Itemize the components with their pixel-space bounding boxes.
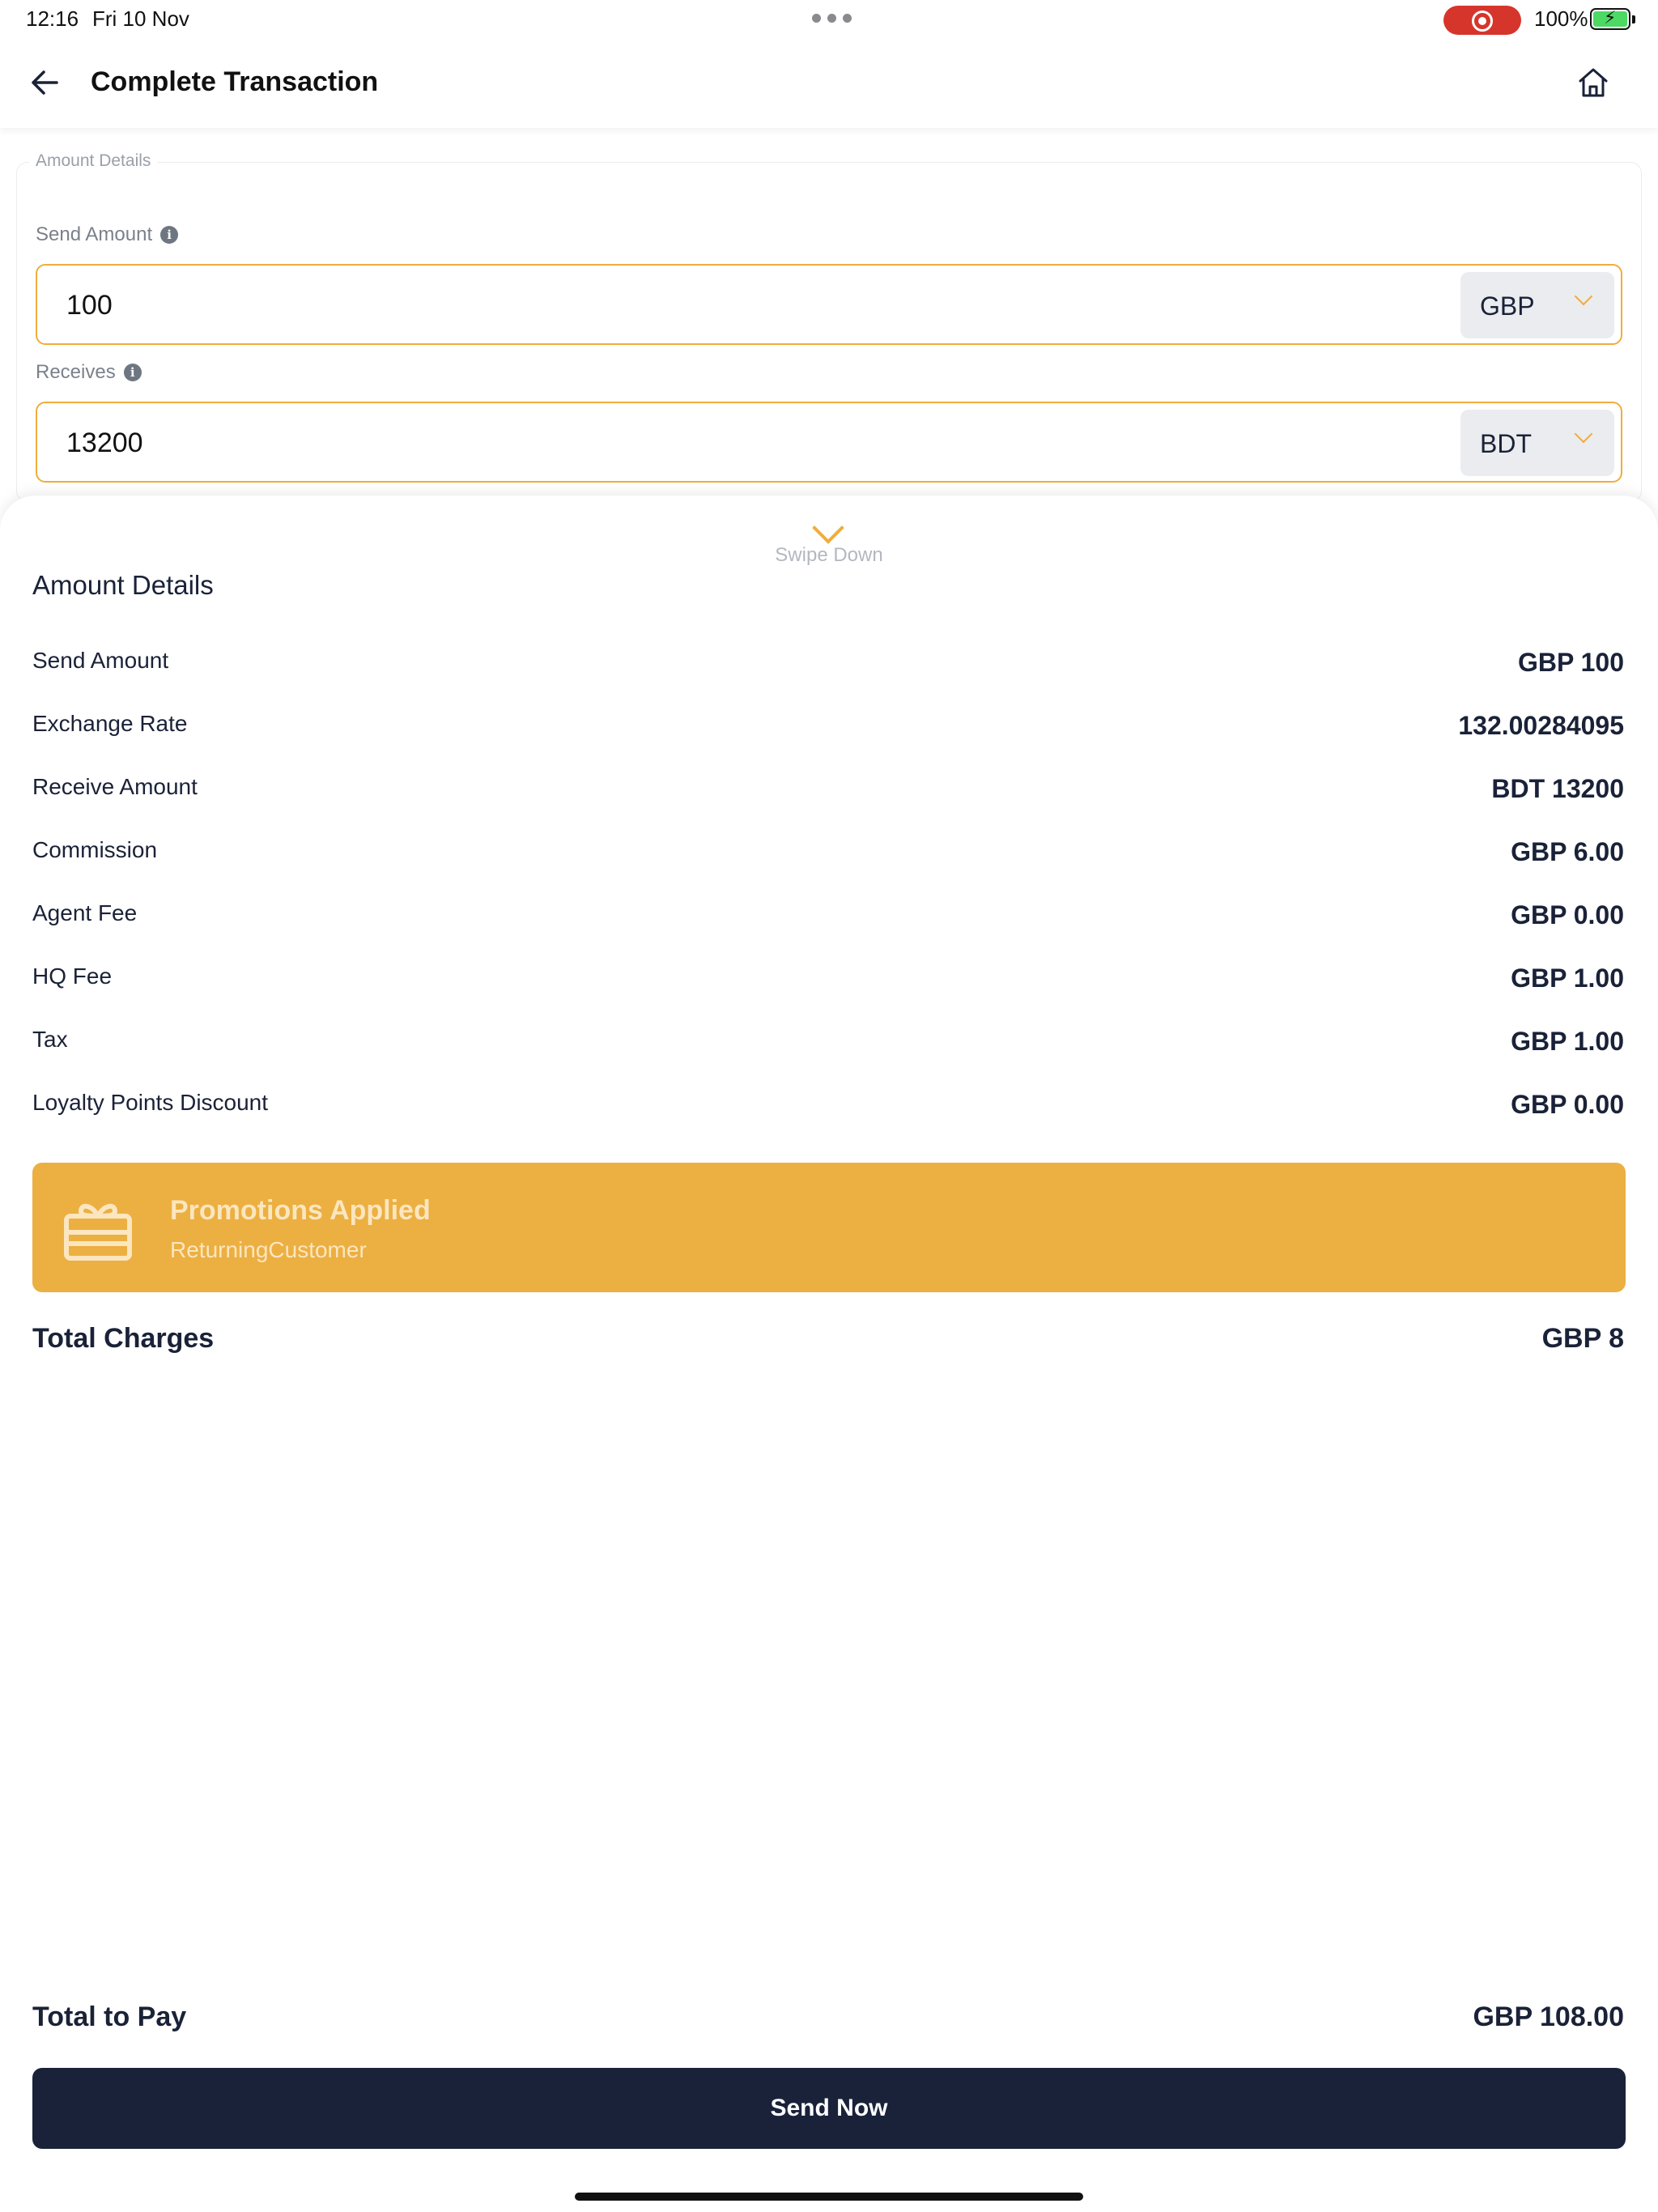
total-charges-value: GBP 8 — [1541, 1323, 1624, 1354]
page-title: Complete Transaction — [91, 66, 379, 97]
detail-label: Commission — [32, 837, 158, 862]
detail-value: GBP 100 — [1517, 648, 1624, 677]
gift-card-icon — [62, 1192, 134, 1265]
promo-title: Promotions Applied — [170, 1195, 431, 1226]
top-app-bar — [0, 40, 1658, 128]
home-indicator[interactable] — [575, 2193, 1083, 2201]
detail-value: 132.00284095 — [1458, 711, 1624, 740]
amount-details-sheet[interactable] — [0, 496, 1658, 2212]
home-icon[interactable] — [1575, 65, 1611, 100]
promotions-applied-banner[interactable] — [32, 1163, 1626, 1292]
detail-row-hq-fee — [32, 963, 1624, 996]
detail-label: Exchange Rate — [32, 711, 188, 736]
send-now-button[interactable]: Send Now — [32, 2068, 1626, 2149]
swipe-down-hint: Swipe Down — [775, 544, 883, 566]
send-currency-code: GBP — [1480, 291, 1535, 321]
detail-value: BDT 13200 — [1491, 774, 1624, 803]
battery-icon — [1590, 8, 1630, 30]
screen-recording-icon[interactable] — [1443, 6, 1521, 35]
sheet-title: Amount Details — [32, 570, 214, 600]
receives-label-text: Receives — [36, 361, 116, 383]
detail-row-send-amount — [32, 648, 1624, 680]
detail-value: GBP 0.00 — [1511, 900, 1624, 929]
info-icon[interactable]: i — [124, 364, 142, 381]
detail-label: Send Amount — [32, 648, 169, 673]
detail-row-agent-fee — [32, 900, 1624, 933]
detail-value: GBP 0.00 — [1511, 1090, 1624, 1119]
detail-label: Loyalty Points Discount — [32, 1090, 269, 1115]
promo-code: ReturningCustomer — [170, 1237, 367, 1262]
receive-amount-input[interactable] — [36, 402, 1622, 483]
detail-row-exchange-rate — [32, 711, 1624, 743]
detail-value: GBP 6.00 — [1511, 837, 1624, 866]
status-date: Fri 10 Nov — [92, 6, 189, 31]
receive-currency-select[interactable] — [1460, 410, 1614, 476]
total-to-pay-value: GBP 108.00 — [1473, 2001, 1624, 2032]
detail-row-commission — [32, 837, 1624, 870]
status-time: 12:16 — [26, 6, 79, 31]
detail-label: Agent Fee — [32, 900, 138, 925]
receive-currency-code: BDT — [1480, 429, 1532, 458]
receive-amount-value[interactable]: 13200 — [66, 428, 143, 458]
total-charges-label: Total Charges — [32, 1323, 215, 1354]
info-icon[interactable]: i — [160, 226, 178, 244]
detail-value: GBP 1.00 — [1511, 963, 1624, 993]
amount-details-legend: Amount Details — [29, 151, 157, 171]
send-amount-label — [36, 223, 178, 246]
send-amount-label-text: Send Amount — [36, 223, 153, 245]
back-arrow-icon[interactable] — [28, 65, 63, 100]
detail-value: GBP 1.00 — [1511, 1027, 1624, 1056]
chevron-down-icon[interactable] — [812, 512, 844, 544]
total-to-pay-label: Total to Pay — [32, 2001, 187, 2032]
detail-row-tax — [32, 1027, 1624, 1059]
receives-label — [36, 361, 142, 384]
battery-percentage: 100% — [1534, 6, 1588, 31]
send-currency-select[interactable] — [1460, 272, 1614, 338]
multitasking-dots-icon[interactable] — [812, 14, 852, 23]
detail-row-receive-amount — [32, 774, 1624, 806]
detail-label: HQ Fee — [32, 963, 113, 989]
chevron-down-icon — [1575, 287, 1593, 306]
detail-row-loyalty-discount — [32, 1090, 1624, 1122]
status-bar — [0, 0, 1658, 40]
detail-label: Receive Amount — [32, 774, 198, 799]
send-amount-input[interactable] — [36, 264, 1622, 345]
detail-label: Tax — [32, 1027, 68, 1052]
send-amount-value[interactable]: 100 — [66, 290, 113, 321]
chevron-down-icon — [1575, 425, 1593, 444]
